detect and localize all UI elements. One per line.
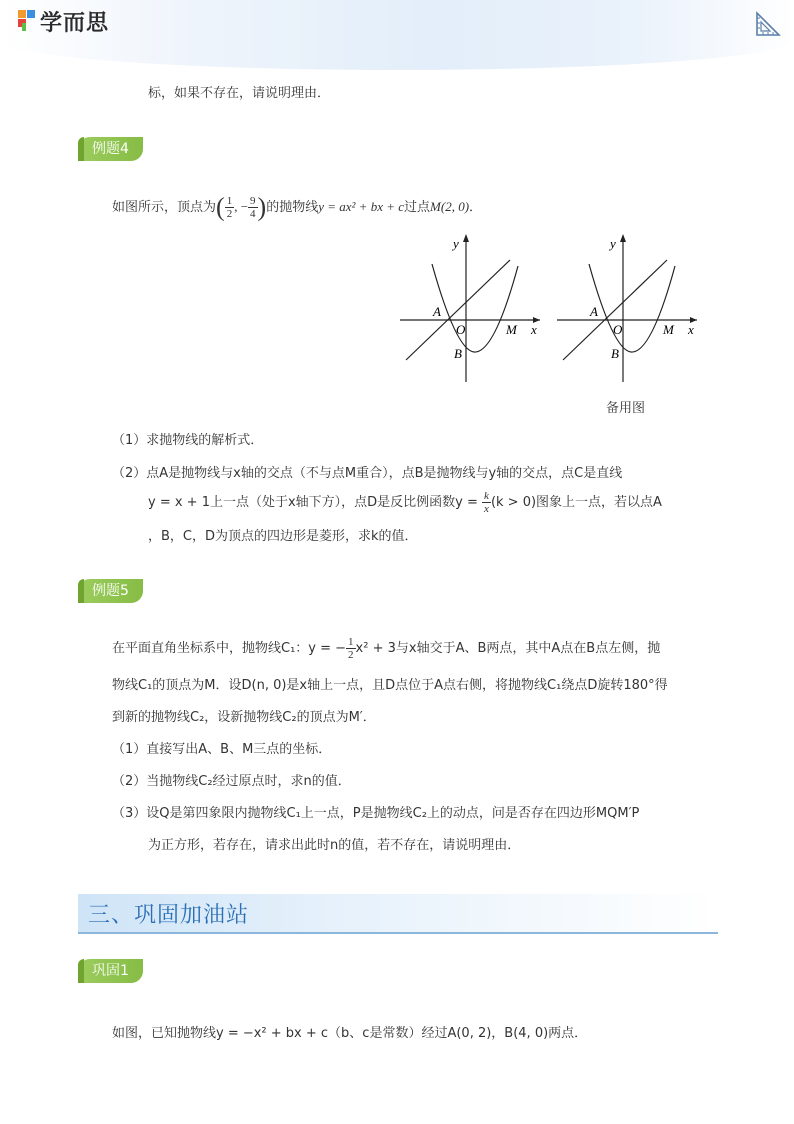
graph2-m-label: M <box>663 322 674 337</box>
logo-icon <box>16 8 38 32</box>
ex4-point: M(2, 0) <box>430 199 470 214</box>
ex4-q2-frac: $\frac{k}{x}$ <box>484 490 489 515</box>
backup-graph-caption: 备用图 <box>606 401 646 416</box>
logo-text: 学而思 <box>40 11 110 36</box>
ex4-frac2: $\frac{9}{4}$ <box>250 195 256 220</box>
ex4-stem-b: 的抛物线 <box>266 200 319 215</box>
graph1-m-label: M <box>506 322 517 337</box>
ex4-stem: 如图所示，顶点为( $\frac{1}{2}$ , − $\frac{9}{4}$ )的抛物线y = ax² + bx + c过点M(2, 0)． <box>112 192 483 222</box>
ex5-line-3: 到新的抛物线C₂，设新抛物线C₂的顶点为M′． <box>112 710 376 725</box>
ex4-question-1: （1）求抛物线的解析式． <box>112 433 264 448</box>
graph2-x-label: x <box>688 322 694 337</box>
ex5-frac: $\frac{1}{2}$ <box>348 636 354 661</box>
example-5-tag: 例题5 <box>78 579 143 603</box>
ex5-question-3-line-1: （3）设Q是第四象限内抛物线C₁上一点，P是抛物线C₂上的动点，问是否存在四边形MQM′P <box>112 806 640 821</box>
ex5-question-1: （1）直接写出A、B、M三点的坐标． <box>112 742 332 757</box>
intro-line: 标，如果不存在，请说明理由． <box>148 86 331 101</box>
ex4-frac1: $\frac{1}{2}$ <box>226 195 233 220</box>
graph2-o-label: O <box>613 322 623 337</box>
gg1-stem: 如图，已知抛物线y = −x² + bx + c（b、c是常数）经过A(0, 2)，B(4, 0)两点． <box>112 1026 588 1041</box>
section-3-title: 三、巩固加油站 <box>88 903 250 928</box>
ex4-question-2-line-2: y = x + 1上一点（处于x轴下方），点D是反比例函数y = $\frac{k}{x}$ (k > 0)图象上一点，若以点A <box>148 490 662 515</box>
graph2-y-label: y <box>610 236 616 251</box>
ex5-line-1: 在平面直角坐标系中，抛物线C₁：y = − $\frac{1}{2}$ x² + 3与x轴交于A、B两点，其中A点在B点左侧，抛 <box>112 636 661 661</box>
ex5-question-3-line-2: 为正方形，若存在，请求出此时n的值，若不存在，请说明理由． <box>148 838 521 853</box>
ex4-stem-c: 过点 <box>404 200 431 215</box>
ruler-icon <box>754 10 782 38</box>
ex5-line-2: 物线C₁的顶点为M．设D(n, 0)是x轴上一点，且D点位于A点右侧，将抛物线C₁绕点D旋转180°得 <box>112 678 668 693</box>
graph2-a-label: A <box>590 304 598 319</box>
parabola-graph-backup <box>555 230 705 390</box>
graph1-b-label: B <box>454 346 462 361</box>
graph1-x-label: x <box>531 322 537 337</box>
ex5-question-2: （2）当抛物线C₂经过原点时，求n的值． <box>112 774 351 789</box>
graph1-y-label: y <box>453 236 459 251</box>
header-band <box>0 0 794 70</box>
graph1-o-label: O <box>456 322 466 337</box>
consolidation-1-tag: 巩固1 <box>78 959 143 983</box>
graph2-b-label: B <box>611 346 619 361</box>
ex4-stem-a: 如图所示，顶点为 <box>112 200 217 215</box>
example-4-tag: 例题4 <box>78 137 143 161</box>
parabola-graph-main <box>398 230 548 390</box>
ex4-equation: y = ax² + bx + c <box>318 199 405 214</box>
ex4-question-2-line-1: （2）点A是抛物线与x轴的交点（不与点M重合），点B是抛物线与y轴的交点，点C是直线 <box>112 466 623 481</box>
graph1-a-label: A <box>433 304 441 319</box>
ex4-question-2-line-3: ，B，C，D为顶点的四边形是菱形，求k的值． <box>148 529 418 544</box>
